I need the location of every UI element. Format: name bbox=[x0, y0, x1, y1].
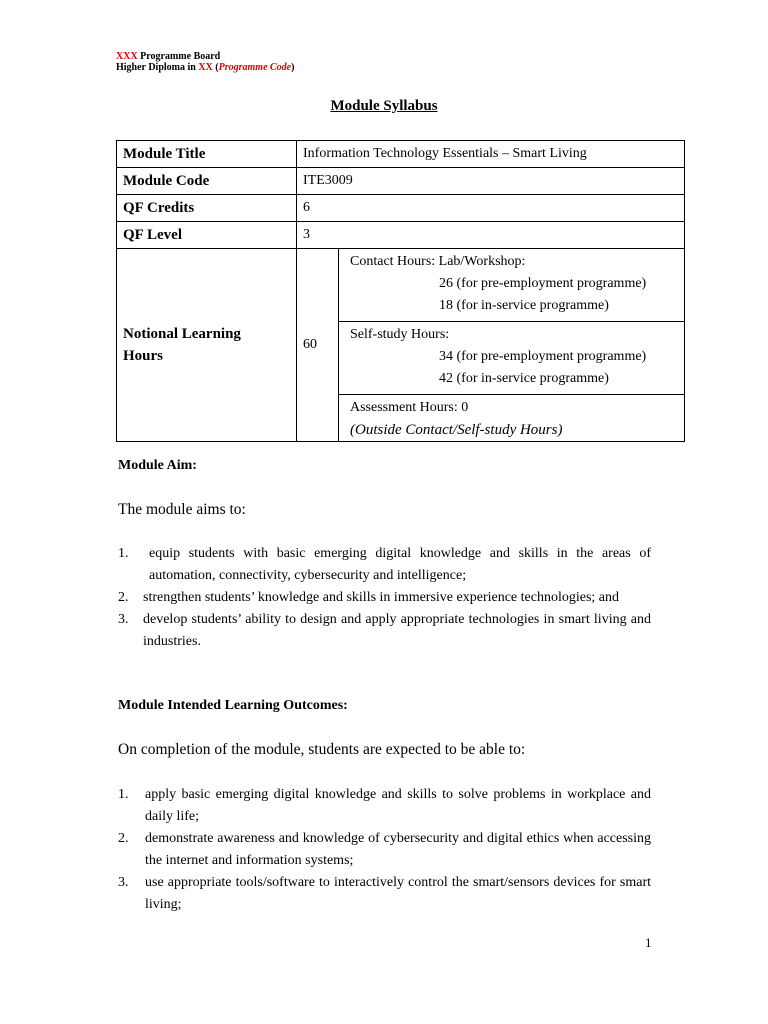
notional-learning-hours-total: 60 bbox=[297, 249, 339, 442]
list-item-text: strengthen students’ knowledge and skills in immersive experience technologies; and bbox=[143, 590, 620, 605]
nlh-label-line-1: Notional Learning bbox=[123, 326, 241, 342]
table-row bbox=[117, 222, 685, 249]
notional-learning-hours-label bbox=[117, 249, 297, 442]
header-paren-open: ( bbox=[212, 62, 219, 73]
table-row bbox=[117, 249, 685, 322]
milo-list bbox=[118, 784, 651, 916]
contact-hours-pre: 26 (for pre-employment programme) bbox=[439, 276, 647, 291]
page-number: 1 bbox=[645, 935, 652, 950]
assessment-hours-note: (Outside Contact/Self-study Hours) bbox=[350, 422, 563, 438]
list-item-number: 3. bbox=[118, 612, 129, 627]
module-aim-list bbox=[118, 543, 651, 653]
assessment-hours-cell bbox=[339, 395, 685, 442]
module-title-label: Module Title bbox=[117, 141, 297, 168]
list-item-text: equip students with basic emerging digital knowledge and skills in the areas of automation, connectivity, cybersecurity and intelligence; bbox=[149, 546, 651, 583]
module-aim-lead: The module aims to: bbox=[118, 501, 246, 518]
page-header bbox=[116, 51, 294, 73]
list-item-text: use appropriate tools/software to interactively control the smart/sensors devices for smart living; bbox=[145, 875, 651, 912]
list-item-number: 2. bbox=[118, 590, 129, 605]
header-programme-code: Programme Code bbox=[218, 62, 292, 73]
contact-hours-heading: Contact Hours: Lab/Workshop: bbox=[350, 254, 526, 269]
header-diploma-code: XX bbox=[198, 62, 213, 73]
nlh-label-line-2: Hours bbox=[123, 348, 164, 364]
qf-level-value: 3 bbox=[297, 222, 685, 249]
header-board-label: Programme Board bbox=[137, 51, 221, 62]
list-item-text: apply basic emerging digital knowledge and skills to solve problems in workplace and daily life; bbox=[145, 787, 651, 824]
header-line-2 bbox=[116, 62, 294, 73]
self-study-in: 42 (for in-service programme) bbox=[439, 371, 609, 386]
milo-lead: On completion of the module, students are expected to be able to: bbox=[118, 741, 526, 758]
contact-hours-in: 18 (for in-service programme) bbox=[439, 298, 609, 313]
list-item-number: 2. bbox=[118, 831, 129, 846]
module-code-value: ITE3009 bbox=[297, 168, 685, 195]
list-item bbox=[118, 609, 651, 653]
qf-credits-label: QF Credits bbox=[117, 195, 297, 222]
list-item-text: develop students’ ability to design and apply appropriate technologies in smart living and industries. bbox=[143, 612, 651, 649]
module-info-table bbox=[116, 140, 685, 442]
table-row bbox=[117, 141, 685, 168]
qf-credits-value: 6 bbox=[297, 195, 685, 222]
self-study-pre: 34 (for pre-employment programme) bbox=[439, 349, 647, 364]
module-title-value: Information Technology Essentials – Smart Living bbox=[297, 141, 685, 168]
assessment-hours-heading: Assessment Hours: 0 bbox=[350, 400, 469, 415]
header-paren-close: ) bbox=[291, 62, 295, 73]
milo-heading: Module Intended Learning Outcomes: bbox=[118, 698, 348, 713]
header-diploma-label: Higher Diploma in bbox=[116, 62, 199, 73]
list-item bbox=[118, 543, 651, 587]
contact-hours-cell bbox=[339, 249, 685, 322]
qf-level-label: QF Level bbox=[117, 222, 297, 249]
module-aim-heading: Module Aim: bbox=[118, 458, 197, 473]
list-item bbox=[118, 872, 651, 916]
header-board-code: XXX bbox=[116, 51, 138, 62]
module-code-label: Module Code bbox=[117, 168, 297, 195]
table-row bbox=[117, 195, 685, 222]
list-item bbox=[118, 828, 651, 872]
list-item bbox=[118, 587, 651, 609]
self-study-heading: Self-study Hours: bbox=[350, 327, 450, 342]
list-item-number: 3. bbox=[118, 875, 129, 890]
table-row bbox=[117, 168, 685, 195]
document-title: Module Syllabus bbox=[330, 98, 438, 114]
list-item-number: 1. bbox=[118, 546, 129, 561]
header-line-1 bbox=[116, 51, 294, 62]
list-item-text: demonstrate awareness and knowledge of cybersecurity and digital ethics when accessing the internet and information systems; bbox=[145, 831, 651, 868]
list-item-number: 1. bbox=[118, 787, 129, 802]
list-item bbox=[118, 784, 651, 828]
self-study-hours-cell bbox=[339, 322, 685, 395]
